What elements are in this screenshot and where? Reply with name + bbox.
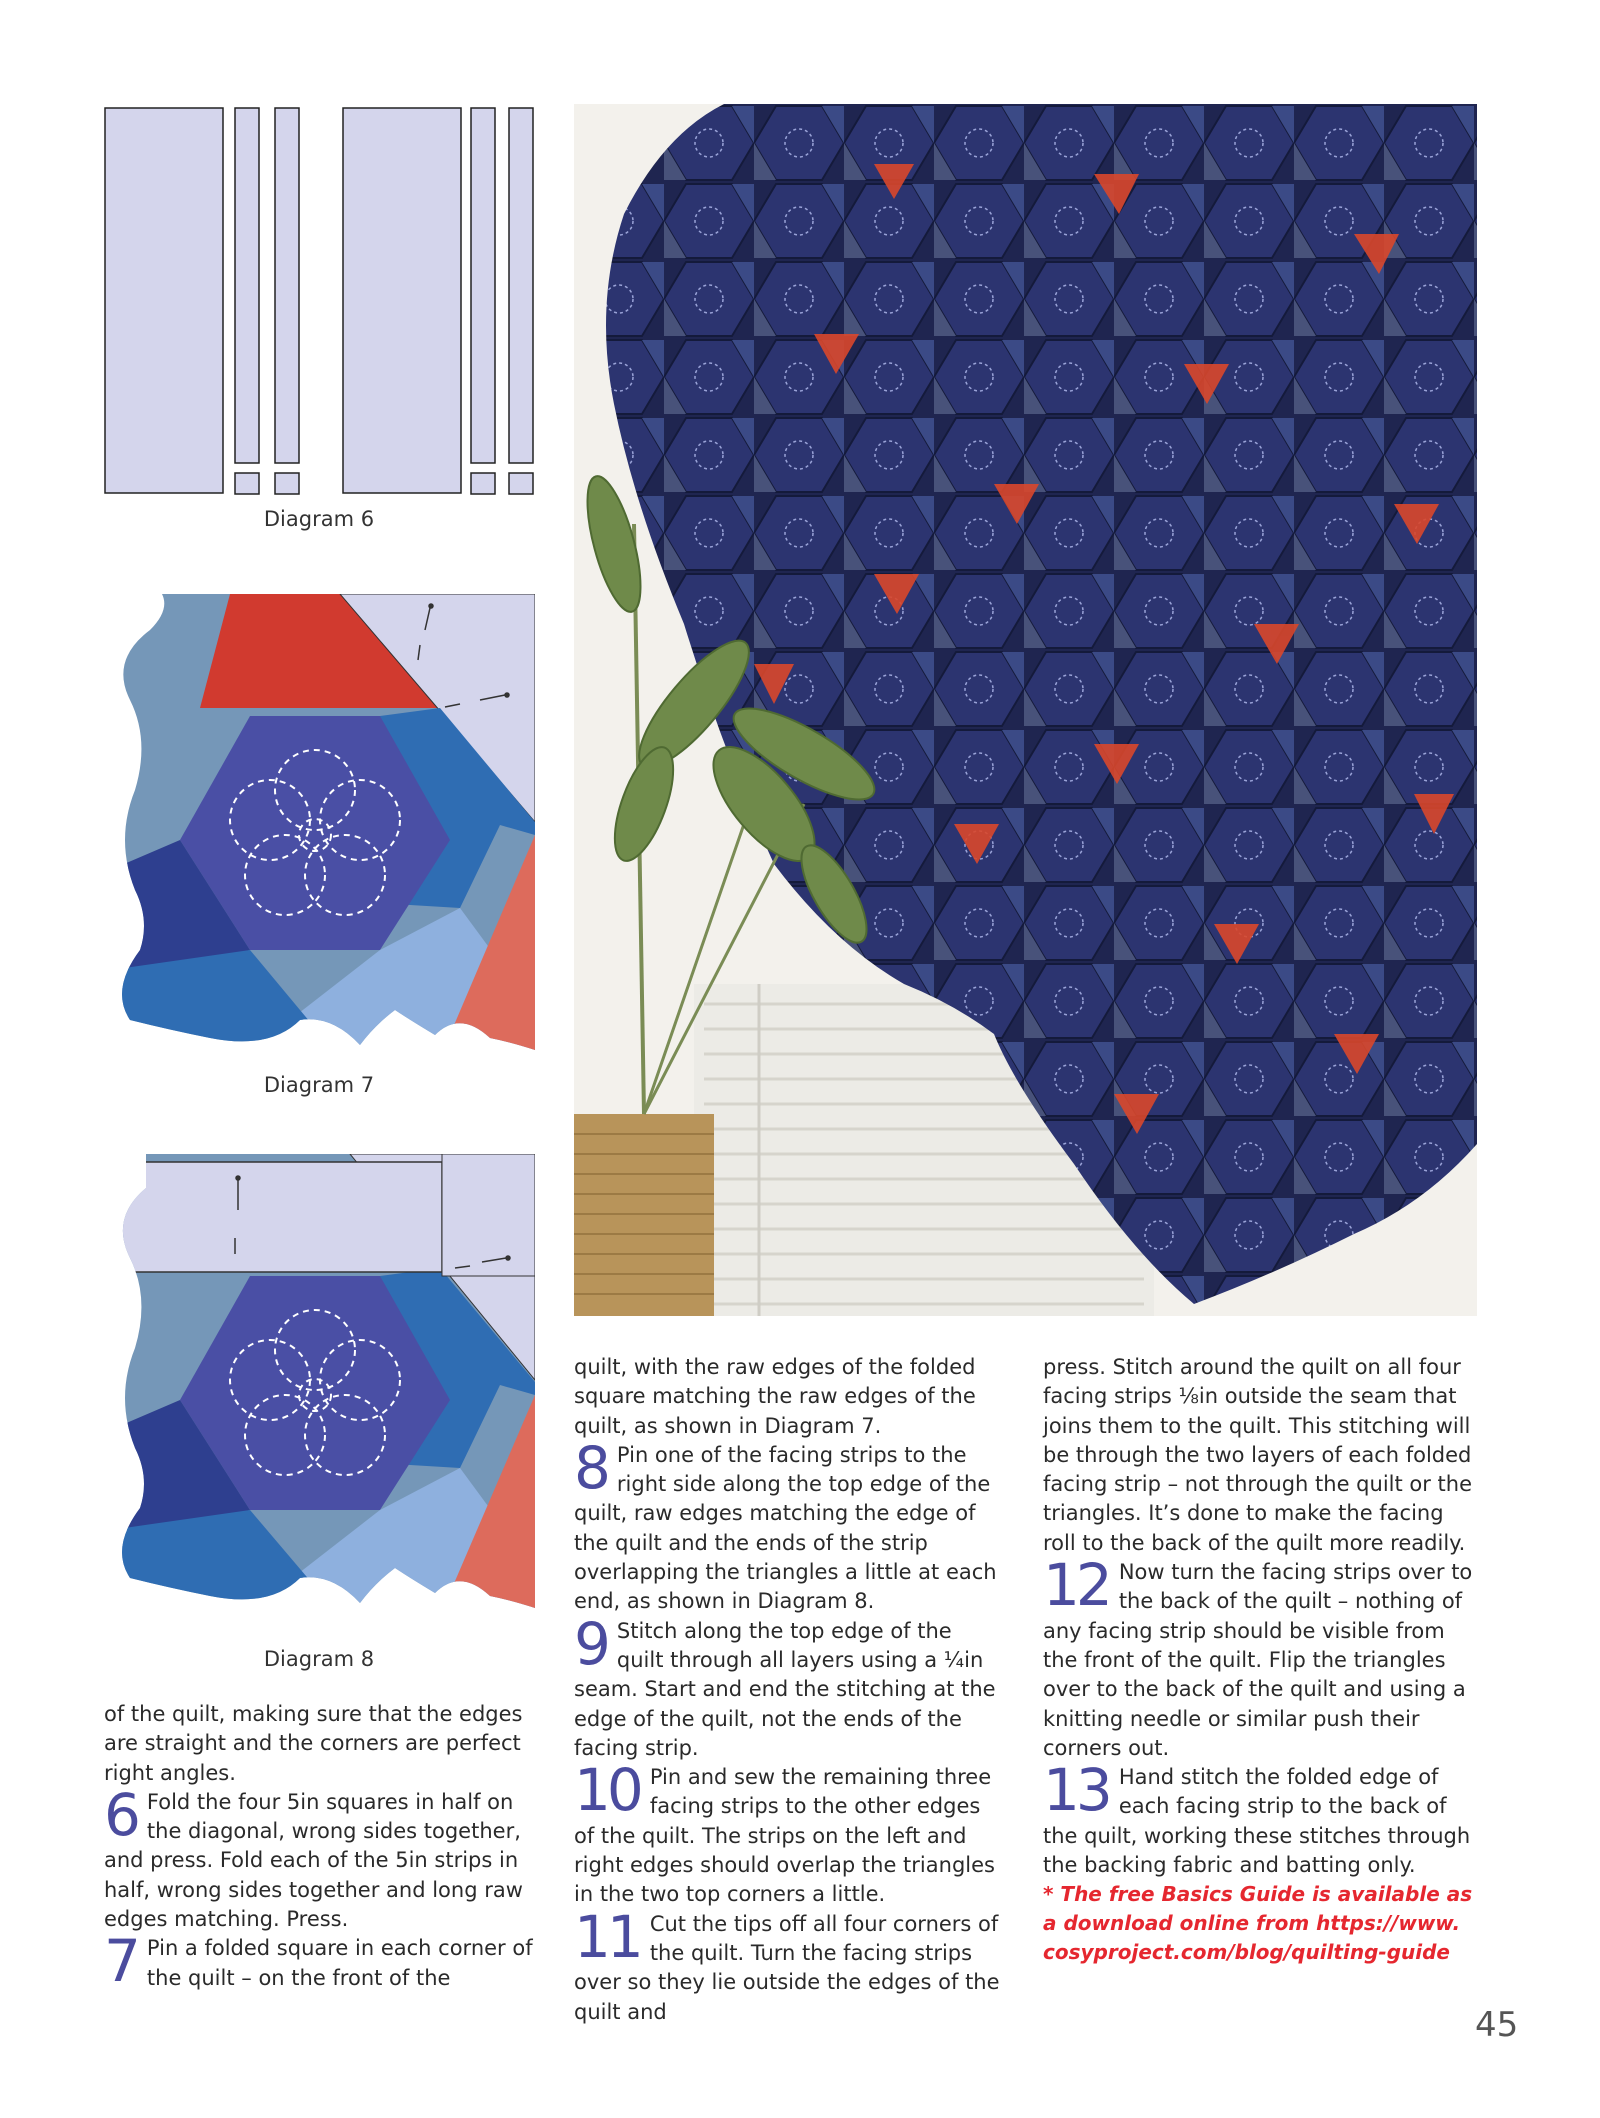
step-text: Cut the tips off all four corners of the quilt. Turn the facing strips over so they lie outside the edges of the quilt and	[574, 1911, 1000, 2024]
text-column-3	[1043, 1353, 1473, 1967]
step-text: Pin and sew the remaining three facing strips to the other edges of the quilt. The strips on the left and right edges should overlap the triangles in the two top corners a little.	[574, 1765, 995, 1907]
diagram-8-caption: Diagram 8	[263, 1647, 375, 1671]
step-number: 9	[574, 1609, 611, 1678]
fabric-square	[235, 473, 259, 494]
paragraph: press. Stitch around the quilt on all four facing strips ⅛in outside the seam that joins them to the quilt. This stitching will be through the two layers of each folded facing strip – not through the quilt or the triangles. It’s done to make the facing roll to the back of the quilt more readily.	[1043, 1355, 1473, 1555]
step-10	[574, 1756, 1004, 1909]
step-number: 12	[1043, 1551, 1109, 1620]
text-column-1	[104, 1700, 534, 1996]
quilt-photo	[574, 104, 1477, 1316]
fabric-strip	[509, 108, 533, 463]
step-12	[1043, 1551, 1473, 1763]
fabric-square	[471, 473, 495, 494]
fabric-panel	[105, 108, 223, 493]
paragraph: of the quilt, making sure that the edges are straight and the corners are perfect right angles.	[104, 1702, 523, 1785]
step-text: Now turn the facing strips over to the back of the quilt – nothing of any facing strip should be visible from the front of the quilt. Flip the triangles over to the back of the quilt and using a knitting needle or similar push their corners out.	[1043, 1560, 1473, 1760]
step-text: Pin a folded square in each corner of the quilt – on the front of the	[146, 1936, 533, 1990]
step-9	[574, 1609, 1004, 1763]
fabric-strip	[275, 108, 299, 463]
fabric-square	[275, 473, 299, 494]
step-number: 13	[1043, 1756, 1109, 1825]
step-11	[574, 1902, 1004, 2027]
step-7	[104, 1927, 534, 1996]
step-text: Pin one of the facing strips to the right side along the top edge of the quilt, raw edges matching the edge of the quilt and the ends of the strip overlapping the triangles a little at each end, as shown in Diagram 8.	[574, 1442, 997, 1614]
basics-guide-note: * The free Basics Guide is available as a download online from https://www. cosyproject.com/blog/quilting-guide	[1043, 1882, 1473, 1965]
fabric-square	[509, 473, 533, 494]
facing-strip	[110, 1162, 442, 1272]
paragraph: quilt, with the raw edges of the folded square matching the raw edges of the quilt, as shown in Diagram 7.	[574, 1355, 976, 1438]
step-number: 7	[104, 1927, 141, 1996]
fabric-strip	[471, 108, 495, 463]
step-text: Fold the four 5in squares in half on the diagonal, wrong sides together, and press. Fold each of the 5in strips in half, wrong sides together and long raw edges matching. Press.	[104, 1789, 523, 1932]
diagram-7	[110, 590, 542, 1058]
step-8	[574, 1433, 1004, 1617]
step-number: 11	[574, 1902, 640, 1971]
step-number: 8	[574, 1433, 611, 1502]
quilt-photo-icon	[574, 104, 1477, 1316]
diagram-8	[110, 1150, 542, 1616]
text-column-2	[574, 1353, 1004, 2027]
step-text: Hand stitch the folded edge of each facing strip to the back of the quilt, working these stitches through the backing fabric and batting only.	[1043, 1765, 1471, 1878]
diagram-7-caption: Diagram 7	[263, 1073, 375, 1097]
fabric-panel	[343, 108, 461, 493]
step-13	[1043, 1756, 1473, 1880]
step-number: 6	[104, 1780, 141, 1849]
step-text: Stitch along the top edge of the quilt through all layers using a ¼in seam. Start and end the stitching at the edge of the quilt, not the ends of the facing strip.	[574, 1618, 996, 1760]
diagram-6-caption: Diagram 6	[263, 507, 375, 531]
fabric-strip	[235, 108, 259, 463]
step-6	[104, 1780, 534, 1934]
step-number: 10	[574, 1756, 640, 1825]
page-number: 45	[1475, 2005, 1519, 2045]
diagram-6	[104, 104, 538, 504]
